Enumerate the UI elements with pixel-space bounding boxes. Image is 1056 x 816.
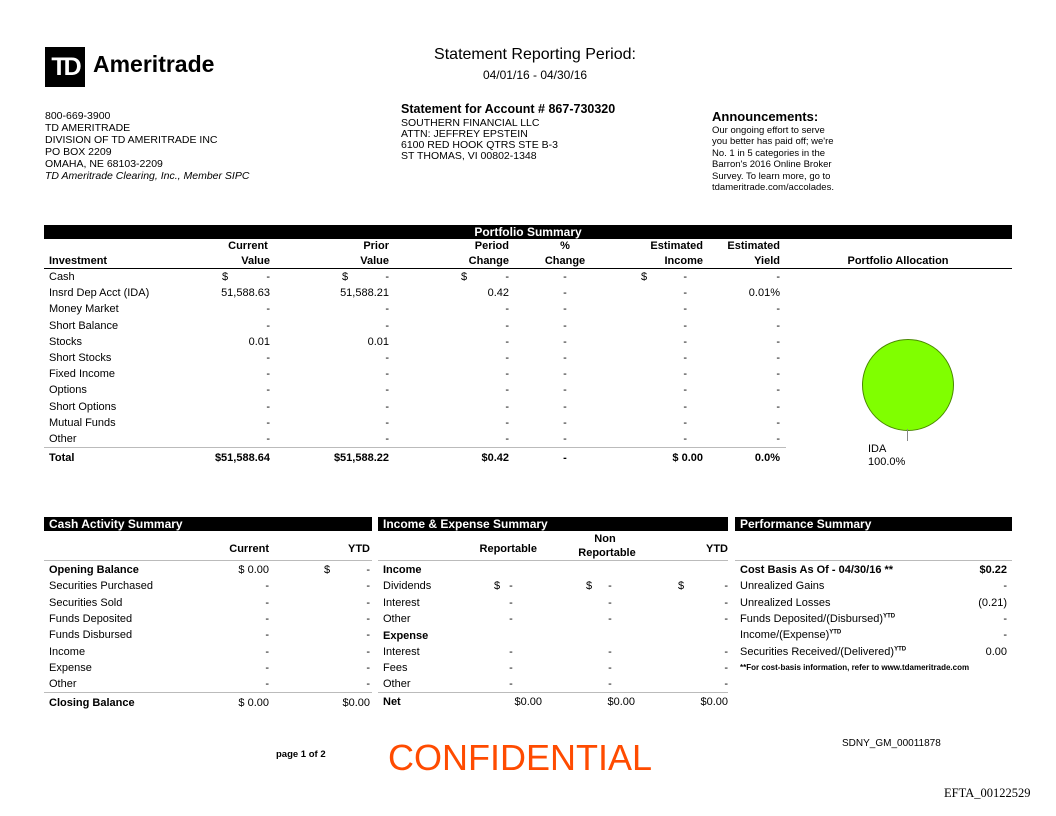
pie-label: IDA [868, 443, 887, 455]
total-current: $51,588.64 [214, 452, 270, 464]
est-income: - [683, 303, 687, 315]
cash-activity-title: Cash Activity Summary [44, 517, 372, 531]
perf-row-name: Cost Basis As Of - 04/30/16 ** [740, 564, 894, 576]
perf-row-value: - [1003, 613, 1007, 625]
prior-value: - [385, 401, 389, 413]
cash-col-ytd: YTD [348, 543, 370, 555]
investment-name: Short Stocks [49, 352, 112, 364]
pct-change: - [563, 320, 567, 332]
ie-row-nonreportable: - [608, 580, 612, 592]
current-value: - [266, 352, 270, 364]
est-income: - [683, 417, 687, 429]
pct-change: - [563, 336, 567, 348]
cash-row-label: Income [49, 646, 86, 658]
perf-row-label [740, 646, 906, 658]
account-line: 6100 RED HOOK QTRS STE B-3 [401, 139, 558, 151]
efta-number: EFTA_00122529 [944, 786, 1031, 800]
prior-value: - [385, 384, 389, 396]
announcement-line: Survey. To learn more, go to [712, 170, 831, 182]
perf-row-value: 0.00 [985, 646, 1007, 658]
ie-row-reportable: $0.00 [514, 696, 542, 708]
period-change: - [505, 352, 509, 364]
ie-row-nonreportable: $0.00 [607, 696, 635, 708]
ytd-superscript: YTD [829, 629, 842, 636]
current-value: - [266, 271, 270, 283]
ie-row-ytd: - [724, 646, 728, 658]
announcement-line: Our ongoing effort to serve [712, 124, 825, 136]
ie-row-nonreportable: - [608, 662, 612, 674]
total-change: $0.42 [481, 452, 509, 464]
col-period-1: Period [474, 240, 509, 252]
cash-row-ytd: - [366, 678, 370, 690]
cash-row-ytd: - [366, 580, 370, 592]
pct-change: - [563, 433, 567, 445]
ie-row-label: Net [383, 696, 401, 708]
perf-row-label [740, 613, 895, 625]
cash-row-ytd-currency: $ [324, 564, 331, 576]
ie-row-nonreportable: - [608, 597, 612, 609]
current-value: 0.01 [248, 336, 270, 348]
est-yield: - [776, 401, 780, 413]
ie-col-ytd: YTD [706, 543, 728, 555]
current-value: 51,588.63 [221, 287, 270, 299]
period-change: - [505, 320, 509, 332]
prior-value: - [385, 368, 389, 380]
period-change: - [505, 303, 509, 315]
prior-value: - [385, 352, 389, 364]
cash-row-ytd: - [366, 564, 370, 576]
cash-row-label: Opening Balance [49, 564, 139, 576]
perf-row-label [740, 597, 831, 609]
cost-basis-note: **For cost-basis information, refer to www.tdameritrade.com [740, 663, 970, 672]
ie-row-label: Other [383, 613, 411, 625]
account-heading: Statement for Account # 867-730320 [401, 102, 616, 116]
investment-name: Other [49, 433, 77, 445]
perf-row-name: Unrealized Gains [740, 580, 825, 592]
announcement-line: you better has paid off; we're [712, 136, 834, 147]
investment-name: Money Market [49, 303, 119, 315]
cash-row-current: - [265, 597, 269, 609]
current-value: - [266, 320, 270, 332]
perf-row-label [740, 580, 824, 592]
income-currency: $ [641, 271, 648, 283]
cash-row-label: Other [49, 678, 77, 690]
col-pct-2: Change [544, 255, 586, 267]
ie-col-reportable: Reportable [479, 543, 537, 555]
current-value: - [266, 384, 270, 396]
pct-change: - [563, 271, 567, 283]
cash-row-current: - [265, 629, 269, 641]
ie-row-ytd: - [724, 580, 728, 592]
investment-name: Short Options [49, 401, 117, 413]
col-prior-2: Value [360, 255, 389, 267]
pct-change: - [563, 352, 567, 364]
current-value: - [266, 417, 270, 429]
ie-row-label: Income [383, 564, 422, 576]
current-value: - [266, 303, 270, 315]
header-rule [44, 268, 1012, 269]
ie-row-nonreportable: - [608, 646, 612, 658]
prior-value: - [385, 417, 389, 429]
ytd-superscript: YTD [883, 613, 896, 620]
investment-name: Short Balance [49, 320, 119, 332]
ie-row-nonreportable: - [608, 678, 612, 690]
announcement-line: No. 1 in 5 categories in the [712, 147, 826, 159]
confidential-stamp: CONFIDENTIAL [388, 737, 653, 778]
prior-currency: $ [342, 271, 349, 283]
investment-name: Insrd Dep Acct (IDA) [49, 287, 150, 299]
col-current-1: Current [228, 240, 268, 252]
total-pct: - [563, 452, 567, 464]
ie-net-rule [378, 692, 728, 693]
col-current-2: Value [241, 255, 270, 267]
ie-header-rule [378, 560, 728, 561]
ie-row-label: Other [383, 678, 411, 690]
perf-row-label [740, 564, 893, 576]
investment-name: Cash [49, 271, 75, 283]
ie-row-ytd: - [724, 678, 728, 690]
cash-row-current: $ 0.00 [238, 697, 269, 709]
ie-row-reportable: - [509, 646, 513, 658]
announcements-heading: Announcements: [712, 109, 819, 124]
est-income: - [683, 287, 687, 299]
ie-row-reportable: - [509, 613, 513, 625]
statement-period [380, 46, 690, 82]
ie-row-label: Fees [383, 662, 408, 674]
period-change: - [505, 368, 509, 380]
cash-row-ytd: - [366, 646, 370, 658]
col-pct-1: % [560, 240, 570, 252]
perf-row-name: Funds Deposited/(Disbursed) [740, 613, 884, 625]
investment-name: Fixed Income [49, 368, 116, 380]
pct-change: - [563, 401, 567, 413]
col-est-yield-1: Estimated [727, 240, 780, 252]
address-line: 800-669-3900 [45, 110, 111, 122]
cash-row-current: - [265, 613, 269, 625]
period-change: - [505, 401, 509, 413]
ie-row-reportable: - [509, 662, 513, 674]
col-allocation: Portfolio Allocation [847, 255, 949, 267]
account-line: ATTN: JEFFREY EPSTEIN [401, 128, 528, 140]
ie-row-label: Interest [383, 646, 420, 658]
ie-row-ytd: - [724, 597, 728, 609]
ie-row-label: Interest [383, 597, 420, 609]
est-income: - [683, 352, 687, 364]
cash-row-current: - [265, 662, 269, 674]
current-value: - [266, 433, 270, 445]
perf-row-name: Securities Received/(Delivered) [740, 646, 895, 658]
est-income: - [683, 336, 687, 348]
cash-row-label: Expense [49, 662, 92, 674]
cash-row-label: Closing Balance [49, 697, 135, 709]
est-income: - [683, 320, 687, 332]
ie-row-reportable: - [509, 597, 513, 609]
est-income: - [683, 271, 687, 283]
col-period-2: Change [468, 255, 509, 267]
ie-row-reportable: - [509, 678, 513, 690]
cash-row-current: $ 0.00 [238, 564, 269, 576]
clearing-line: TD Ameritrade Clearing, Inc., Member SIPC [45, 170, 250, 182]
cash-col-current: Current [229, 543, 269, 555]
pct-change: - [563, 384, 567, 396]
account-line: SOUTHERN FINANCIAL LLC [401, 117, 540, 129]
prior-value: - [385, 433, 389, 445]
est-yield: - [776, 336, 780, 348]
address-line: PO BOX 2209 [45, 146, 112, 158]
brand-name: Ameritrade [93, 51, 215, 77]
perf-header-rule [735, 560, 1012, 561]
cash-row-ytd: $0.00 [342, 697, 370, 709]
cash-row-current: - [265, 678, 269, 690]
ie-row-nonreportable: - [608, 613, 612, 625]
col-est-income-1: Estimated [650, 240, 703, 252]
broker-address [45, 110, 249, 182]
announcement-line: Barron's 2016 Online Broker [712, 159, 832, 170]
prior-value: - [385, 320, 389, 332]
prior-value: - [385, 303, 389, 315]
bates-number: SDNY_GM_00011878 [842, 738, 941, 749]
ie-row-reportable: - [509, 580, 513, 592]
col-prior-1: Prior [363, 240, 389, 252]
account-info [401, 104, 615, 162]
prior-value: 0.01 [367, 336, 389, 348]
change-currency: $ [461, 271, 468, 283]
account-line: ST THOMAS, VI 00802-1348 [401, 150, 537, 162]
allocation-pie-chart [862, 339, 954, 431]
perf-row-value: (0.21) [978, 597, 1007, 609]
investment-name: Options [49, 384, 87, 396]
perf-row-value: $0.22 [979, 564, 1007, 576]
period-change: - [505, 417, 509, 429]
col-investment: Investment [49, 255, 108, 267]
perf-row-label [740, 629, 841, 641]
ie-rep-currency: $ [494, 580, 501, 592]
est-yield: - [776, 417, 780, 429]
address-line: TD AMERITRADE [45, 122, 131, 134]
cash-row-ytd: - [366, 613, 370, 625]
est-income: - [683, 384, 687, 396]
est-income: - [683, 433, 687, 445]
est-income: - [683, 401, 687, 413]
current-currency: $ [222, 271, 229, 283]
ie-non-currency: $ [586, 580, 593, 592]
cash-row-label: Securities Purchased [49, 580, 153, 592]
ie-row-ytd: $0.00 [700, 696, 728, 708]
period-change: - [505, 336, 509, 348]
est-yield: 0.01% [748, 287, 780, 299]
cash-row-label: Funds Deposited [49, 613, 133, 625]
est-yield: - [776, 384, 780, 396]
cash-row-current: - [265, 646, 269, 658]
ytd-superscript: YTD [894, 646, 907, 653]
est-yield: - [776, 352, 780, 364]
prior-value: 51,588.21 [340, 287, 389, 299]
cash-row-label: Securities Sold [49, 597, 123, 609]
cash-header-rule [44, 560, 372, 561]
income-expense-title: Income & Expense Summary [378, 517, 728, 531]
est-yield: - [776, 271, 780, 283]
col-est-yield-2: Yield [754, 255, 780, 267]
td-ameritrade-logo [45, 47, 235, 87]
period-change: 0.42 [487, 287, 509, 299]
pct-change: - [563, 303, 567, 315]
td-logo-mark: TD [45, 47, 85, 87]
ie-ytd-currency: $ [678, 580, 685, 592]
col-est-income-2: Income [664, 255, 703, 267]
perf-row-value: - [1003, 580, 1007, 592]
ie-row-label: Dividends [383, 580, 432, 592]
period-change: - [505, 384, 509, 396]
pct-change: - [563, 287, 567, 299]
address-line: DIVISION OF TD AMERITRADE INC [45, 134, 218, 146]
ie-col-non-1: Non [594, 533, 616, 545]
current-value: - [266, 368, 270, 380]
pct-change: - [563, 417, 567, 429]
cash-row-label: Funds Disbursed [49, 629, 133, 641]
pct-change: - [563, 368, 567, 380]
address-line: OMAHA, NE 68103-2209 [45, 158, 163, 170]
period-change: - [505, 271, 509, 283]
ie-row-ytd: - [724, 613, 728, 625]
announcements [712, 111, 862, 194]
portfolio-summary-title: Portfolio Summary [44, 225, 1012, 239]
total-label: Total [49, 452, 75, 464]
cash-row-ytd: - [366, 662, 370, 674]
est-income: - [683, 368, 687, 380]
cash-row-current: - [265, 580, 269, 592]
ie-row-label: Expense [383, 630, 429, 642]
page-number: page 1 of 2 [276, 749, 326, 760]
cash-row-ytd: - [366, 629, 370, 641]
total-prior: $51,588.22 [333, 452, 389, 464]
period-title: Statement Reporting Period: [434, 46, 636, 63]
est-yield: - [776, 433, 780, 445]
ie-col-non-2: Reportable [578, 547, 636, 559]
perf-row-name: Unrealized Losses [740, 597, 831, 609]
prior-value: - [385, 271, 389, 283]
performance-title: Performance Summary [735, 517, 1012, 531]
cash-closing-rule [44, 692, 372, 693]
investment-name: Stocks [49, 336, 83, 348]
investment-name: Mutual Funds [49, 417, 116, 429]
ie-row-ytd: - [724, 662, 728, 674]
period-change: - [505, 433, 509, 445]
total-income: $ 0.00 [672, 452, 703, 464]
pie-percent: 100.0% [868, 456, 906, 468]
total-rule [44, 447, 786, 448]
est-yield: - [776, 303, 780, 315]
pie-label-leader [907, 429, 908, 441]
est-yield: - [776, 368, 780, 380]
cash-row-ytd: - [366, 597, 370, 609]
est-yield: - [776, 320, 780, 332]
perf-row-value: - [1003, 629, 1007, 641]
announcement-line: tdameritrade.com/accolades. [712, 182, 834, 193]
perf-row-name: Income/(Expense) [740, 629, 830, 641]
total-yield: 0.0% [754, 452, 780, 464]
current-value: - [266, 401, 270, 413]
period-dates: 04/01/16 - 04/30/16 [482, 68, 588, 82]
